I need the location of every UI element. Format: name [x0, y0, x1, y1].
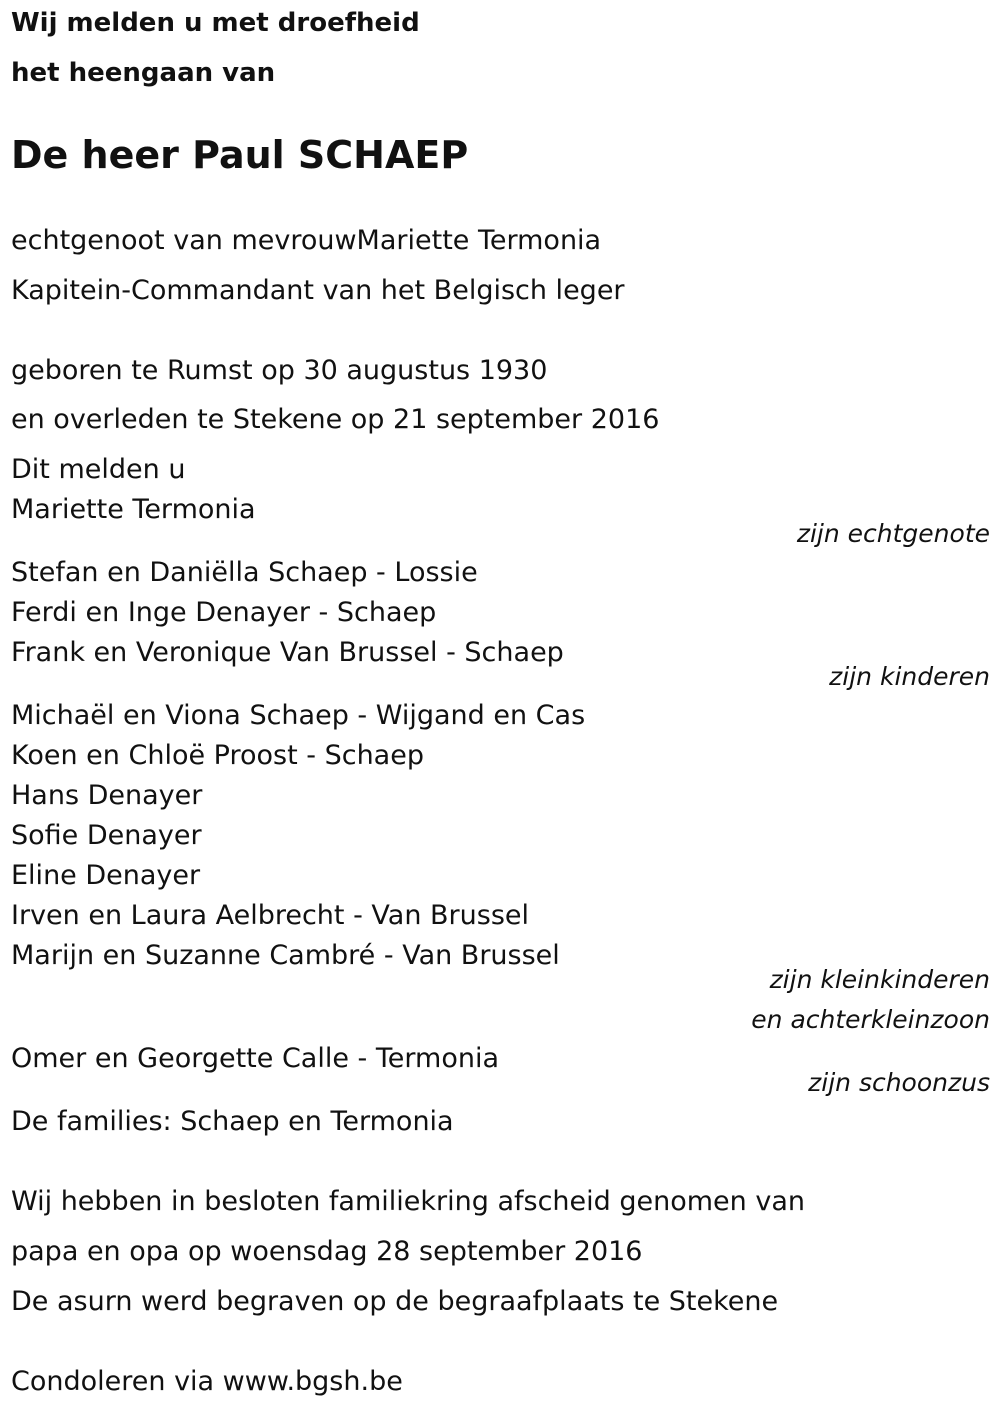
farewell-line-3: De asurn werd begraven op de begraafplaats te Stekene [11, 1286, 779, 1317]
farewell-line-1: Wij hebben in besloten familiekring afscheid genomen van [11, 1186, 805, 1217]
spouse-name: Mariette Termonia [11, 494, 256, 525]
intro-line-1: Wij melden u met droefheid [11, 8, 420, 38]
grandchild-name: Eline Denayer [11, 860, 201, 891]
died-line: en overleden te Stekene op 21 september 2016 [11, 404, 660, 435]
intro-line-2: het heengaan van [11, 58, 276, 88]
sister-in-law-name: Omer en Georgette Calle - Termonia [11, 1043, 499, 1074]
deceased-name: De heer Paul SCHAEP [11, 133, 469, 177]
children-role: zijn kinderen [829, 662, 990, 691]
announce-line: Dit melden u [11, 454, 186, 485]
child-name: Stefan en Daniëlla Schaep - Lossie [11, 557, 478, 588]
grandchild-name: Koen en Chloë Proost - Schaep [11, 740, 424, 771]
condolences-line: Condoleren via www.bgsh.be [11, 1366, 403, 1397]
child-name: Frank en Veronique Van Brussel - Schaep [11, 637, 564, 668]
families-line: De families: Schaep en Termonia [11, 1106, 454, 1137]
farewell-line-2: papa en opa op woensdag 28 september 2016 [11, 1236, 643, 1267]
grandchild-name: Irven en Laura Aelbrecht - Van Brussel [11, 900, 529, 931]
grandchild-name: Sofie Denayer [11, 820, 202, 851]
grandchild-name: Hans Denayer [11, 780, 203, 811]
grandchildren-role: zijn kleinkinderen [769, 965, 990, 994]
spouse-role: zijn echtgenote [796, 519, 990, 548]
great-grandchild-role: en achterkleinzoon [751, 1005, 990, 1034]
born-line: geboren te Rumst op 30 augustus 1930 [11, 355, 548, 386]
grandchild-name: Michaël en Viona Schaep - Wijgand en Cas [11, 700, 586, 731]
child-name: Ferdi en Inge Denayer - Schaep [11, 597, 437, 628]
rank-line: Kapitein-Commandant van het Belgisch leger [11, 275, 625, 306]
spouse-line: echtgenoot van mevrouwMariette Termonia [11, 225, 602, 256]
sister-in-law-role: zijn schoonzus [808, 1068, 990, 1097]
grandchild-name: Marijn en Suzanne Cambré - Van Brussel [11, 940, 560, 971]
